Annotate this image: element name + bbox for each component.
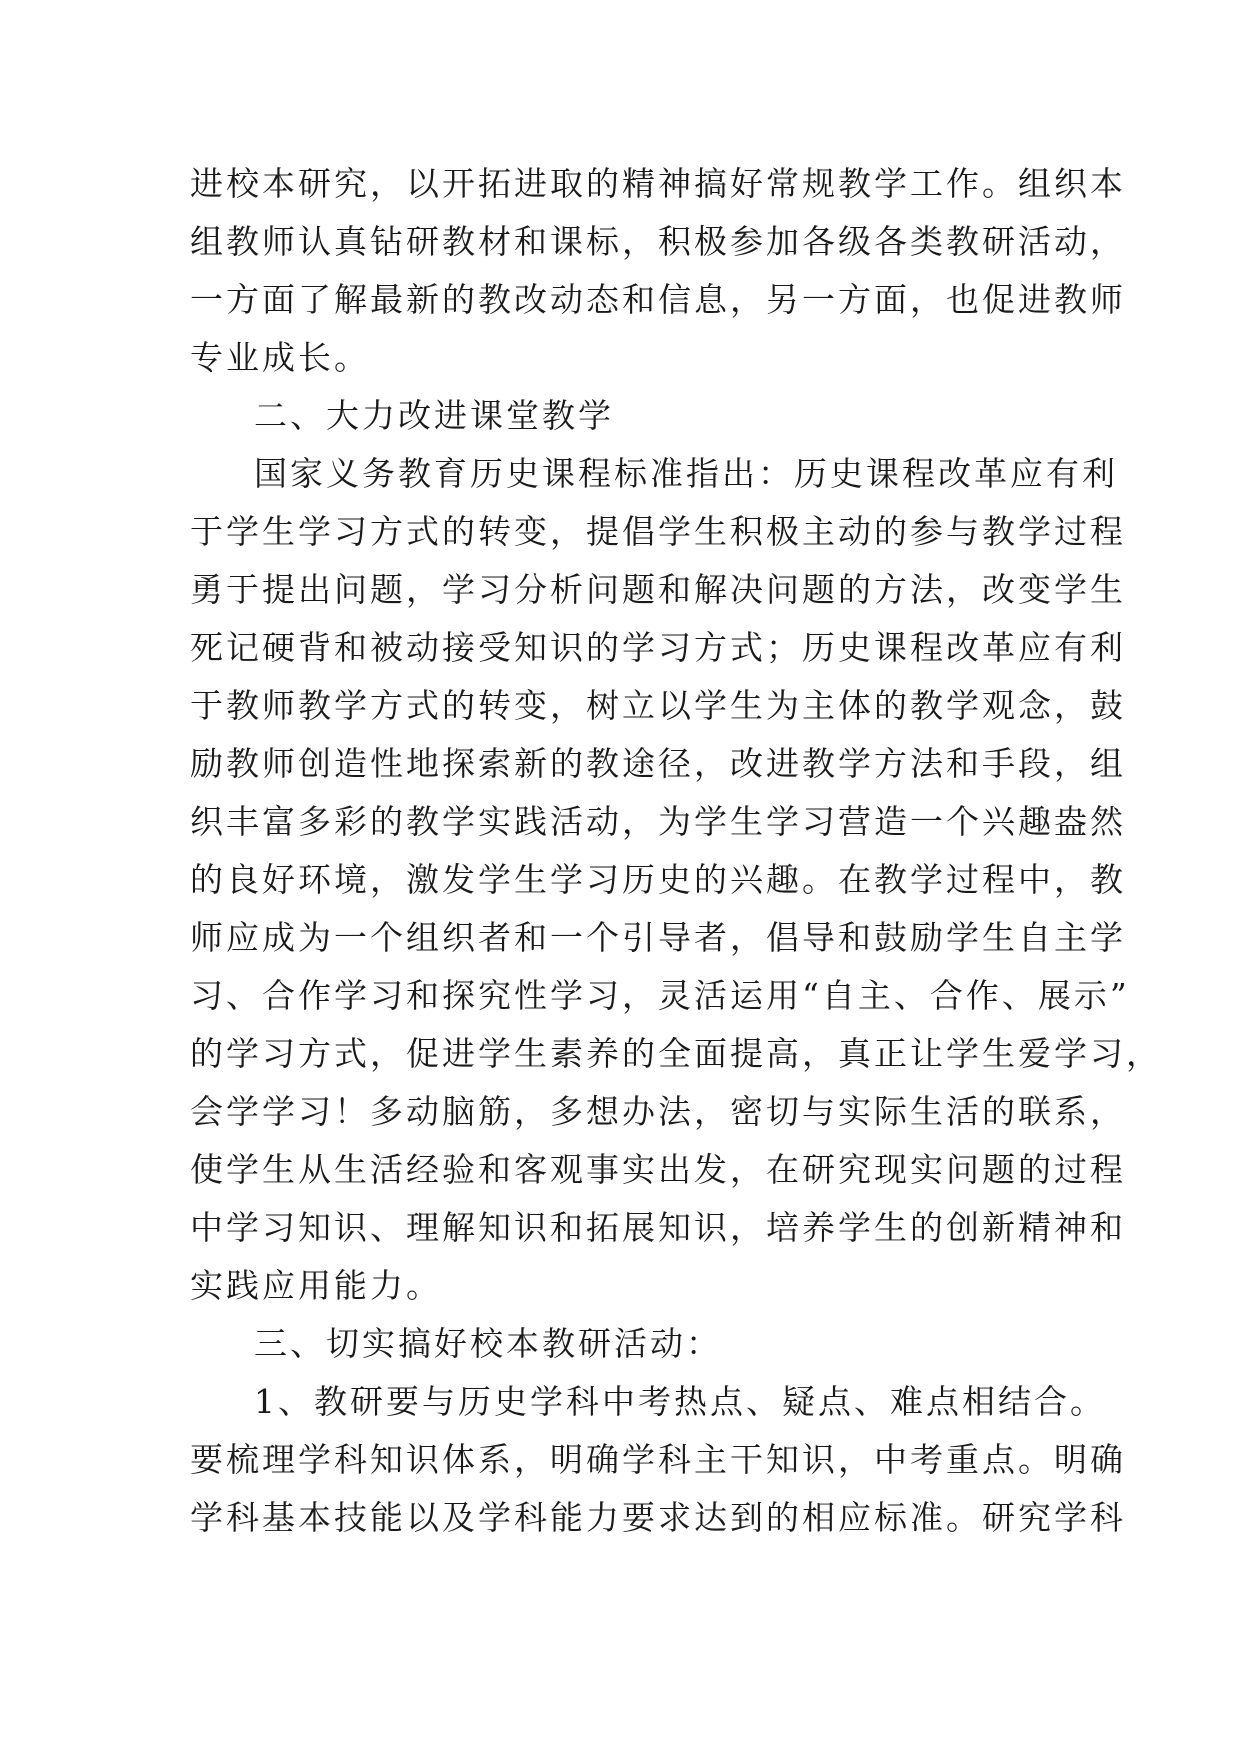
text-line: 励教师创造性地探索新的教途径，改进教学方法和手段，组 <box>190 744 1126 783</box>
text-line: 学科基本技能以及学科能力要求达到的相应标准。研究学科 <box>190 1498 1126 1537</box>
text-line: 实践应用能力。 <box>190 1266 442 1305</box>
text-line: 中学习知识、理解知识和拓展知识，培养学生的创新精神和 <box>190 1208 1126 1247</box>
section-heading: 二、大力改进课堂教学 <box>254 396 614 435</box>
text-line: 织丰富多彩的教学实践活动，为学生学习营造一个兴趣盎然 <box>190 802 1126 841</box>
text-line: 的学习方式，促进学生素养的全面提高，真正让学生爱学习， <box>190 1034 1162 1073</box>
text-line: 师应成为一个组织者和一个引导者，倡导和鼓励学生自主学 <box>190 918 1126 957</box>
text-line: 专业成长。 <box>190 338 370 377</box>
text-line: 使学生从生活经验和客观事实出发，在研究现实问题的过程 <box>190 1150 1126 1189</box>
text-line: 会学学习！多动脑筋，多想办法，密切与实际生活的联系， <box>190 1092 1126 1131</box>
text-line: 一方面了解最新的教改动态和信息，另一方面，也促进教师 <box>190 280 1126 319</box>
text-line: 1、教研要与历史学科中考热点、疑点、难点相结合。 <box>254 1382 1106 1421</box>
text-line: 于教师教学方式的转变，树立以学生为主体的教学观念，鼓 <box>190 686 1126 725</box>
text-line: 的良好环境，激发学生学习历史的兴趣。在教学过程中，教 <box>190 860 1126 899</box>
text-line: 勇于提出问题，学习分析问题和解决问题的方法，改变学生 <box>190 570 1126 609</box>
text-line: 于学生学习方式的转变，提倡学生积极主动的参与教学过程 <box>190 512 1126 551</box>
document-body <box>190 155 1162 1547</box>
text-line: 死记硬背和被动接受知识的学习方式；历史课程改革应有利 <box>190 628 1126 667</box>
text-line: 习、合作学习和探究性学习，灵活运用“自主、合作、展示” <box>190 976 1130 1015</box>
text-line: 要梳理学科知识体系，明确学科主干知识，中考重点。明确 <box>190 1440 1126 1479</box>
text-line: 组教师认真钻研教材和课标，积极参加各级各类教研活动， <box>190 222 1126 261</box>
text-line: 国家义务教育历史课程标准指出：历史课程改革应有利 <box>254 454 1118 493</box>
section-heading: 三、切实搞好校本教研活动： <box>254 1324 722 1363</box>
text-line: 进校本研究，以开拓进取的精神搞好常规教学工作。组织本 <box>190 164 1126 203</box>
